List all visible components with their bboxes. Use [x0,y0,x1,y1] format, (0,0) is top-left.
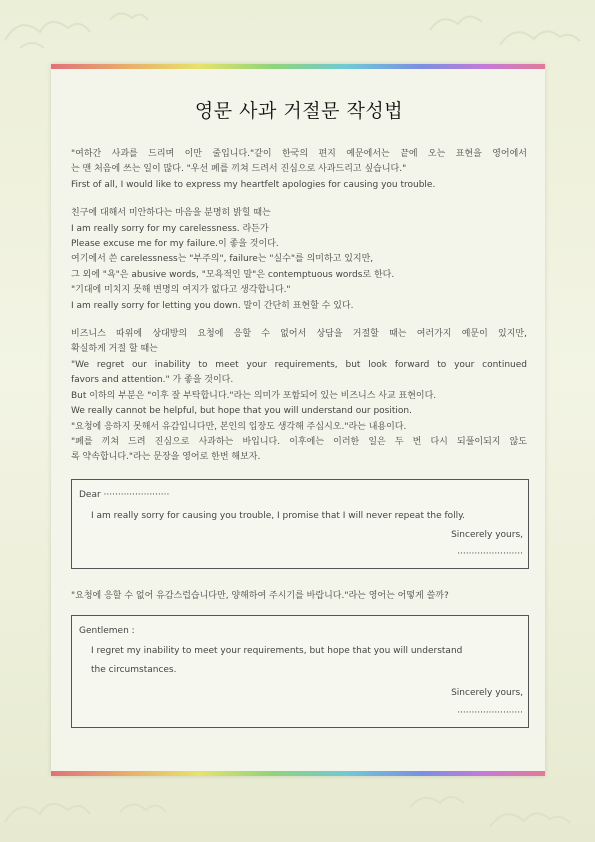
text-line: "요청에 응하지 못해서 유감입니다만, 본인의 입장도 생각해 주십시오."라는 내용이다. [71,421,407,432]
text-line: "We regret our inability to meet your requirements, but look forward to your continued [71,359,527,370]
letter-body-line: I regret my inability to meet your requirements, but hope that you will understand [91,646,463,657]
letter-body-line: the circumstances. [91,665,177,676]
text-line: We really cannot be helpful, but hope that you will understand our position. [71,406,412,417]
text-line: favors and attention." 가 좋을 것이다. [71,375,234,386]
cloud-ornament-icon [420,0,595,60]
letter-salutation: Dear ······················· [79,489,170,500]
text-line: 는 맨 처음에 쓰는 일이 많다. "우선 폐를 끼쳐 드려서 진심으로 사과드리고 싶습니다." [71,164,407,175]
top-rainbow-border [51,64,545,69]
paragraph-3 [71,327,527,466]
letter-closing: Sincerely yours, [451,529,523,540]
letter-closing: Sincerely yours, [451,688,523,699]
letter-signature: ······················· [457,708,523,719]
text-line: 비즈니스 따위에 상대방의 요청에 응할 수 없어서 상담을 거절할 때는 여러가지 예문이 있지만, [71,329,527,340]
text-line: 확실하게 거절 할 때는 [71,344,158,355]
text-line: 여기에서 쓴 carelessness는 "부주의", failure는 "실수"를 의미하고 있지만, [71,254,374,265]
text-line: But 이하의 부분은 "이후 잘 부탁합니다."라는 의미가 포함되어 있는 비즈니스 사교 표현이다. [71,390,437,401]
text-line: 록 약속합니다."라는 문장을 영어로 한번 해보자. [71,452,261,463]
letter-signature: ······················· [457,548,523,559]
text-line: "폐를 끼쳐 드려 진심으로 사과하는 바입니다. 이후에는 이러한 일은 두 번 다시 되풀이되지 않도 [71,436,527,447]
text-line: First of all, I would like to express my heartfelt apologies for causing you trouble. [71,179,436,190]
letter-salutation: Gentlemen : [79,626,135,637]
cloud-ornament-icon [0,0,200,60]
text-line: I am really sorry for my carelessness. 라든가 [71,223,269,234]
text-line: 친구에 대해서 미안하다는 마음을 분명히 밝힐 때는 [71,208,271,219]
document-content [71,96,527,728]
paragraph-2 [71,206,527,314]
document-sheet [51,64,545,776]
bottom-rainbow-border [51,771,545,776]
text-line: 그 외에 "욕"은 abusive words, "모욕적인 말"은 contemptuous words로 한다. [71,269,395,280]
letter-body: I am really sorry for causing you trouble, I promise that I will never repeat the folly. [91,510,466,521]
text-line: Please excuse me for my failure.이 좋을 것이다. [71,239,279,250]
text-line: I am really sorry for letting you down. 말이 간단히 표현할 수 있다. [71,300,354,311]
letter-example-2 [71,615,529,728]
text-line: "여하간 사과를 드리며 이만 줄입니다."같이 한국의 편지 예문에서는 끝에 오는 표현을 영어에서 [71,149,527,159]
cloud-ornament-icon [400,782,595,842]
letter-example-1 [71,479,529,569]
page-title: 영문 사과 거절문 작성법 [194,100,404,122]
question-line: "요청에 응할 수 없어 유감스럽습니다만, 양해하여 주시기를 바랍니다."라는 영어는 어떻게 쓸까? [71,590,449,601]
paragraph-1 [71,147,527,193]
text-line: "기대에 미치지 못해 변명의 여지가 없다고 생각합니다." [71,285,291,296]
cloud-ornament-icon [0,782,210,842]
